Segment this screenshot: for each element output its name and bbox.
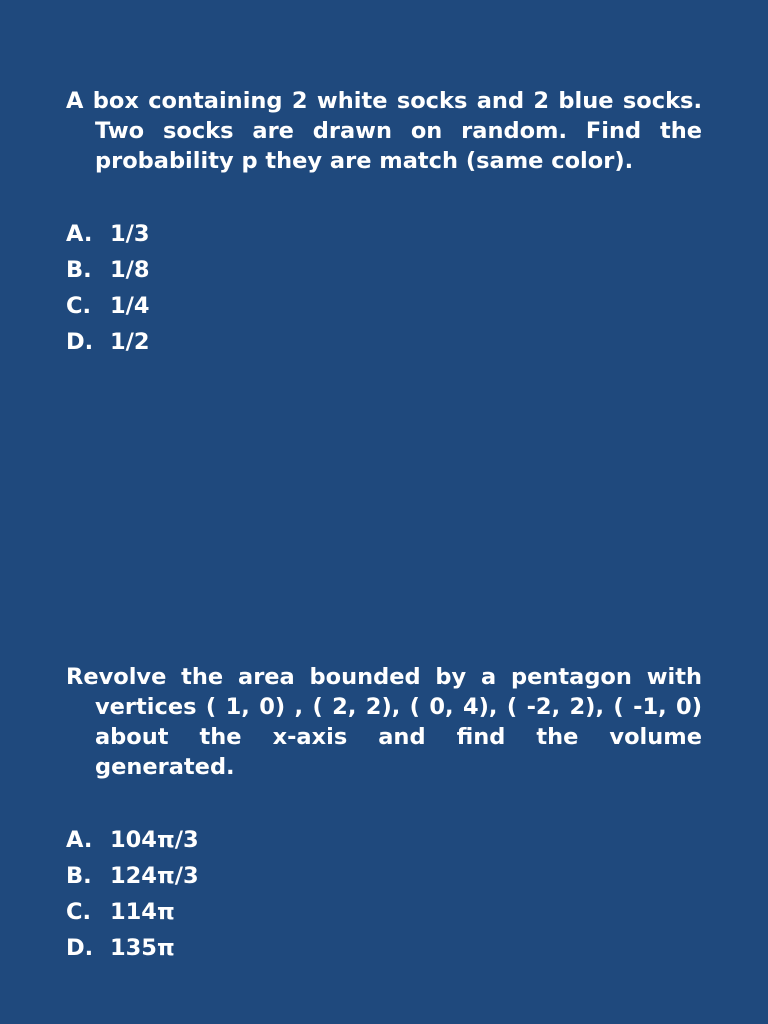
choice-letter: D.: [66, 329, 94, 355]
choice-a: [66, 822, 702, 858]
choice-value: 1/2: [110, 329, 150, 355]
choice-b: [66, 252, 702, 288]
choice-c: [66, 894, 702, 930]
question-1-choices: [66, 216, 702, 360]
choice-c: [66, 288, 702, 324]
choice-letter: C.: [66, 293, 92, 319]
choice-d: [66, 930, 702, 966]
choice-value: 1/3: [110, 221, 150, 247]
choice-b: [66, 858, 702, 894]
choice-value: 114π: [110, 899, 175, 925]
question-1-text: A box containing 2 white socks and 2 blue socks. Two socks are drawn on random. Find the probability p they are match (same color).: [66, 88, 702, 174]
choice-letter: A.: [66, 221, 93, 247]
choice-value: 124π/3: [110, 863, 199, 889]
choice-d: [66, 324, 702, 360]
choice-value: 104π/3: [110, 827, 199, 853]
question-1: [66, 86, 702, 360]
choice-a: [66, 216, 702, 252]
choice-letter: A.: [66, 827, 93, 853]
choice-value: 1/4: [110, 293, 150, 319]
choice-letter: B.: [66, 863, 92, 889]
choice-value: 1/8: [110, 257, 150, 283]
choice-letter: B.: [66, 257, 92, 283]
question-2-choices: [66, 822, 702, 966]
question-2: [66, 662, 702, 966]
choice-letter: D.: [66, 935, 94, 961]
choice-letter: C.: [66, 899, 92, 925]
choice-value: 135π: [110, 935, 175, 961]
question-2-text: Revolve the area bounded by a pentagon with vertices ( 1, 0) , ( 2, 2), ( 0, 4), ( -2, 2), ( -1, 0) about the x-axis and find the volume generated.: [66, 664, 702, 780]
